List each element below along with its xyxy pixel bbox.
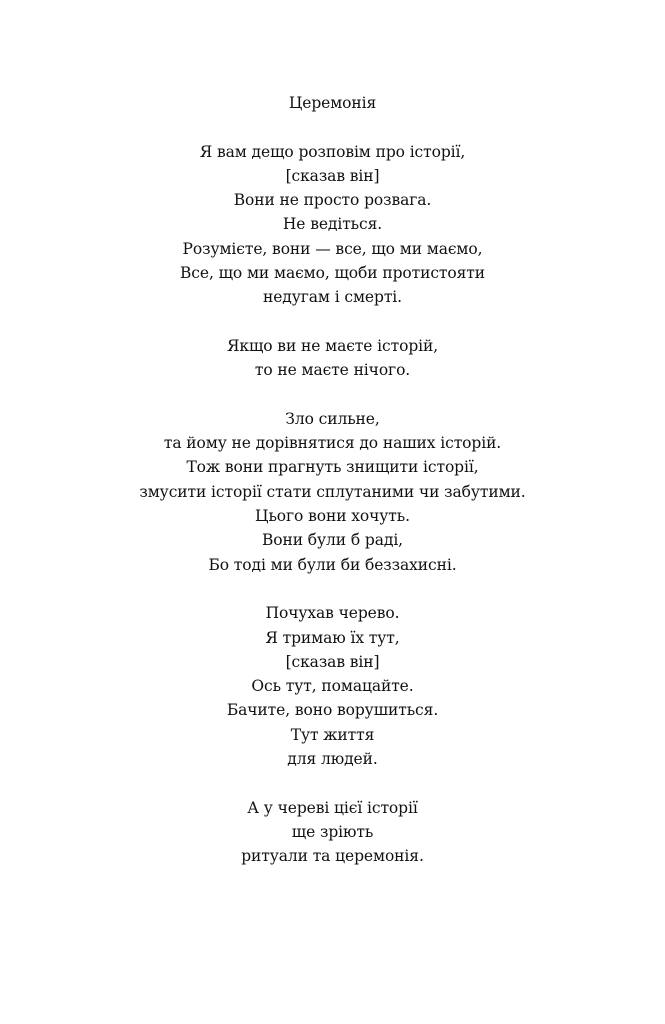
poem-line: Все, що ми маємо, щоби протистояти	[180, 264, 485, 283]
stanza-gap	[0, 577, 665, 601]
poem-line: та йому не дорівнятися до наших історій.	[163, 434, 502, 453]
poem-line: ритуали та церемонія.	[241, 847, 424, 866]
poem-line: Тож вони прагнуть знищити історії,	[186, 458, 479, 477]
poem	[0, 91, 665, 869]
poem-line: недугам і смерті.	[263, 288, 402, 307]
poem-line: Бачите, воно ворушиться.	[226, 701, 439, 720]
poem-line: Почухав черево.	[265, 604, 400, 623]
poem-line: Розумієте, вони — все, що ми маємо,	[182, 239, 483, 258]
stanza-1	[0, 140, 665, 310]
stanza-gap	[0, 310, 665, 334]
poem-line: Вони були б раді,	[261, 531, 404, 550]
poem-line: [сказав він]	[285, 652, 380, 671]
stanza-gap	[0, 383, 665, 407]
poem-line: Цього вони хочуть.	[255, 507, 410, 526]
poem-line: Вони не просто розвага.	[233, 191, 432, 210]
poem-line: Я вам дещо розповім про історії,	[199, 142, 466, 161]
poem-line: Ось тут, помацайте.	[251, 677, 414, 696]
poem-line: для людей.	[287, 750, 378, 769]
stanza-gap	[0, 771, 665, 795]
stanza-3	[0, 407, 665, 577]
poem-line: Тут життя	[290, 725, 375, 744]
stanza-5	[0, 796, 665, 869]
poem-line: А у череві цієї історії	[247, 798, 418, 817]
stanza-2	[0, 334, 665, 383]
poem-line: змусити історії стати сплутаними чи забутими.	[139, 482, 526, 501]
poem-line: [сказав він]	[285, 166, 380, 185]
poem-line: Бо тоді ми були би беззахисні.	[208, 555, 457, 574]
poem-line: то не маєте нічого.	[254, 361, 411, 380]
poem-line: ще зріють	[291, 822, 374, 841]
stanza-gap	[0, 115, 665, 139]
poem-line: Не ведіться.	[282, 215, 383, 234]
poem-line: Якщо ви не маєте історій,	[226, 336, 439, 355]
poem-line: Зло сильне,	[285, 409, 380, 428]
stanza-4	[0, 601, 665, 771]
poem-line: Я тримаю їх тут,	[265, 628, 400, 647]
poem-title: Церемонія	[288, 94, 377, 112]
